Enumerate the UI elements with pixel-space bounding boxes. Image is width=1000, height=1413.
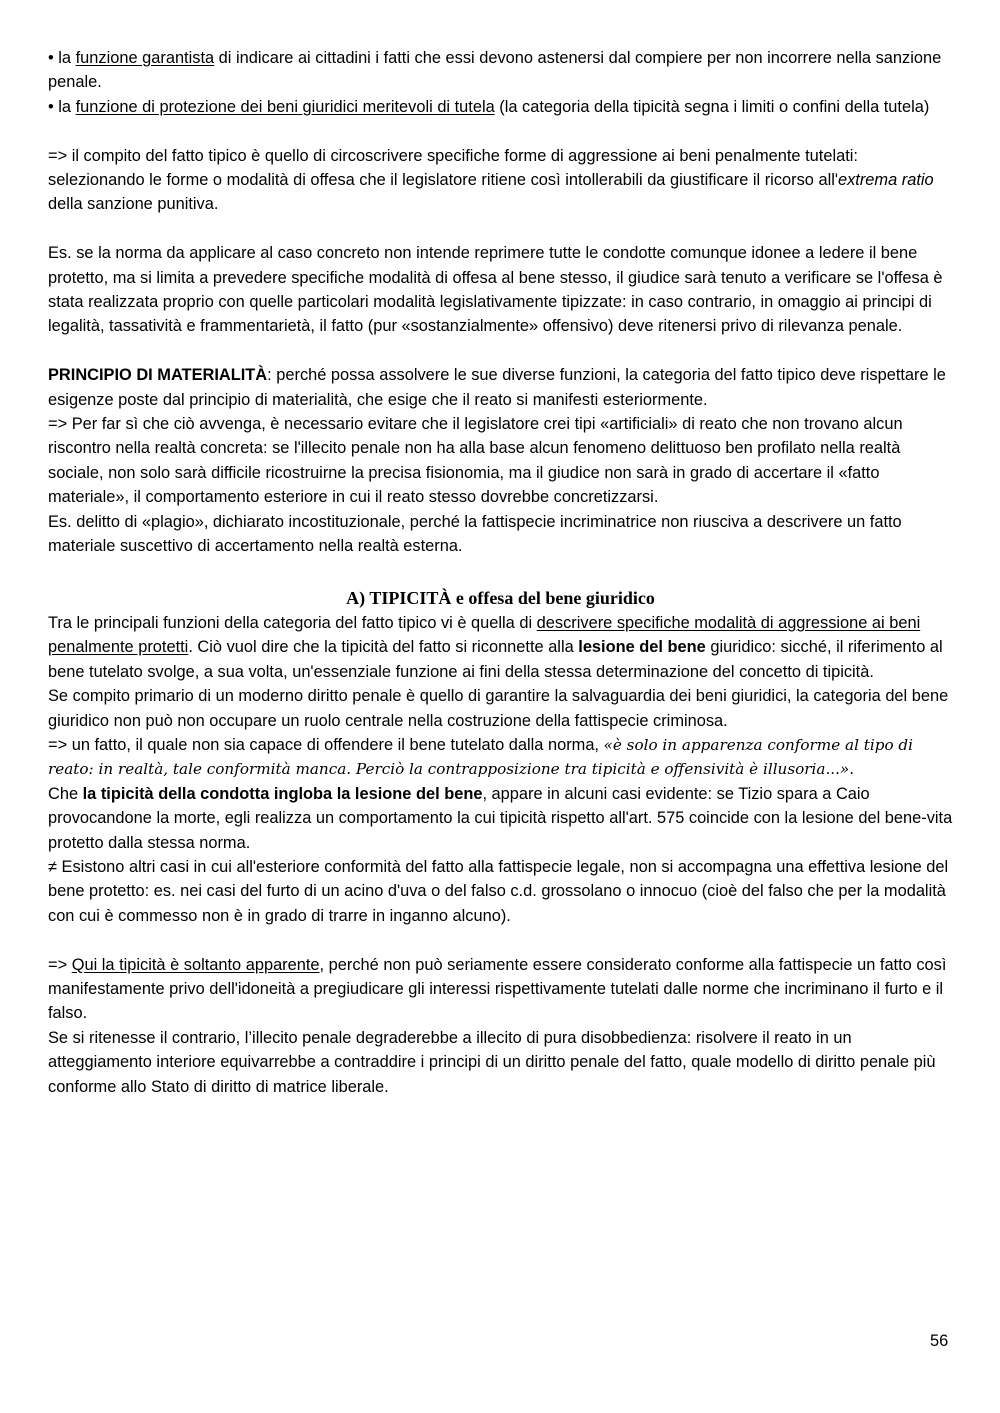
text: • la — [48, 97, 76, 116]
text: . Ciò vuol dire che la tipicità del fatto si riconnette alla — [188, 638, 579, 657]
spacer — [48, 339, 953, 363]
text: , appare in alcuni casi evidente: se Tizio spara a Caio provocandone la morte, egli realizza un comportamento la cui tipicità rispetto all'art. 575 coincide con la lesione del bene-vita protetto dalla stessa norma. — [48, 784, 953, 852]
paragraph-compito: Se compito primario di un moderno diritto penale è quello di garantire la salvaguardia dei beni giuridici, la categoria del bene giuridico non può non occupare un ruolo centrale nella costruzione della fattispecie criminosa. — [48, 687, 949, 730]
page-number: 56 — [930, 1332, 949, 1350]
underlined-term: descrivere specifiche modalità di aggressione ai beni penalmente protetti — [48, 613, 921, 657]
text: di indicare ai cittadini i fatti che essi devono astenersi dal compiere per non incorrere nella sanzione penale. — [48, 49, 942, 92]
bold-term: la tipicità della condotta ingloba la lesione del bene — [82, 784, 483, 803]
paragraph-funzioni — [48, 611, 953, 684]
underlined-term: Qui la tipicità è soltanto apparente — [71, 955, 320, 974]
paragraph-quote — [48, 733, 953, 782]
italic-term: extrema ratio — [837, 171, 934, 190]
document-body — [48, 46, 953, 1099]
bold-term: PRINCIPIO DI MATERIALITÀ — [48, 366, 268, 385]
spacer — [48, 119, 953, 143]
paragraph-materialita — [48, 363, 953, 412]
text: => — [48, 955, 72, 974]
spacer — [48, 928, 953, 952]
underlined-term: funzione di protezione dei beni giuridici meritevoli di tutela — [75, 97, 495, 116]
spacer — [48, 217, 953, 241]
paragraph-tizio — [48, 782, 953, 855]
text: Che — [48, 784, 83, 803]
underlined-term: funzione garantista — [75, 49, 215, 67]
text: , perché non può seriamente essere considerato conforme alla fattispecie un fatto così manifestamente privo dell'idoneità a pregiudicare gli interessi rispettivamente tutelati dalle norme che incriminano il furto e il falso. — [48, 955, 947, 1023]
paragraph-bullet-1 — [48, 46, 953, 95]
text: (la categoria della tipicità segna i limiti o confini della tutela) — [494, 97, 930, 116]
text: • la — [48, 49, 76, 67]
section-heading: A) TIPICITÀ e offesa del bene giuridico — [346, 587, 655, 608]
paragraph-plagio: Es. delitto di «plagio», dichiarato incostituzionale, perché la fattispecie incriminatrice non riusciva a descrivere un fatto materiale suscettivo di accertamento nella realtà esterna. — [48, 512, 902, 556]
text: della sanzione punitiva. — [48, 195, 219, 214]
paragraph-altri-casi: ≠ Esistono altri casi in cui all'esteriore conformità del fatto alla fattispecie legale, non si accompagna una effettiva lesione del bene protetto: es. nei casi del furto di un acino d'uva o del falso c.d. grossolano o innocuo (cioè del falso che per la modalità con cui è commesso non è in grado di trarre in inganno alcuno). — [48, 857, 949, 925]
text: giuridico: sicché, il riferimento al bene tutelato svolge, a sua volta, un'essenziale funzione ai fini della stessa determinazione del concetto di tipicità. — [48, 638, 943, 681]
quotation: «è solo in apparenza conforme al tipo di reato: in realtà, tale conformità manca. Perciò la contrapposizione tra tipicità e offensività è illusoria...». — [48, 735, 913, 779]
text: => un fatto, il quale non sia capace di offendere il bene tutelato dalla norma, — [48, 735, 604, 754]
paragraph-artificiali: => Per far sì che ciò avvenga, è necessario evitare che il legislatore crei tipi «artificiali» di reato che non trovano alcun riscontro nella realtà concreta: se l'illecito penale non ha alla base alcun fenomeno delittuoso ben profilato nella realtà sociale, non solo sarà difficile ricostruirne la precisa fisionomia, ma il giudice non sarà in grado di accertare il «fatto materiale», il comportamento esteriore in cui il reato stesso dovrebbe concretizzarsi. — [48, 415, 903, 507]
paragraph-bullet-2 — [48, 95, 953, 119]
paragraph-conclusione: Se si ritenesse il contrario, l’illecito penale degraderebbe a illecito di pura disobbedienza: risolvere il reato in un atteggiamento interiore equivarrebbe a contraddire i principi di un diritto penale del fatto, quale modello di diritto penale più conforme allo Stato di diritto di matrice liberale. — [48, 1028, 936, 1096]
paragraph-apparente — [48, 953, 953, 1026]
paragraph-fatto-tipico — [48, 144, 953, 217]
bold-term: lesione del bene — [578, 638, 706, 657]
text: => il compito del fatto tipico è quello di circoscrivere specifiche forme di aggressione ai beni penalmente tutelati: selezionando le forme o modalità di offesa che il legislatore ritiene così intollerabili da giustificare il ricorso all' — [48, 146, 858, 190]
spacer — [48, 558, 953, 582]
text: : perché possa assolvere le sue diverse funzioni, la categoria del fatto tipico deve rispettare le esigenze poste dal principio di materialità, che esige che il reato si manifesti esteriormente. — [48, 366, 946, 409]
paragraph-example-1: Es. se la norma da applicare al caso concreto non intende reprimere tutte le condotte comunque idonee a ledere il bene protetto, ma si limita a prevedere specifiche modalità di offesa al bene stesso, il giudice sarà tenuto a verificare se l'offesa è stata realizzata proprio con quelle particolari modalità legislativamente tipizzate: in caso contrario, in omaggio ai principi di legalità, tassatività e frammentarietà, il fatto (pur «sostanzialmente» offensivo) deve ritenersi privo di rilevanza penale. — [48, 244, 943, 336]
text: Tra le principali funzioni della categoria del fatto tipico vi è quella di — [48, 613, 537, 632]
